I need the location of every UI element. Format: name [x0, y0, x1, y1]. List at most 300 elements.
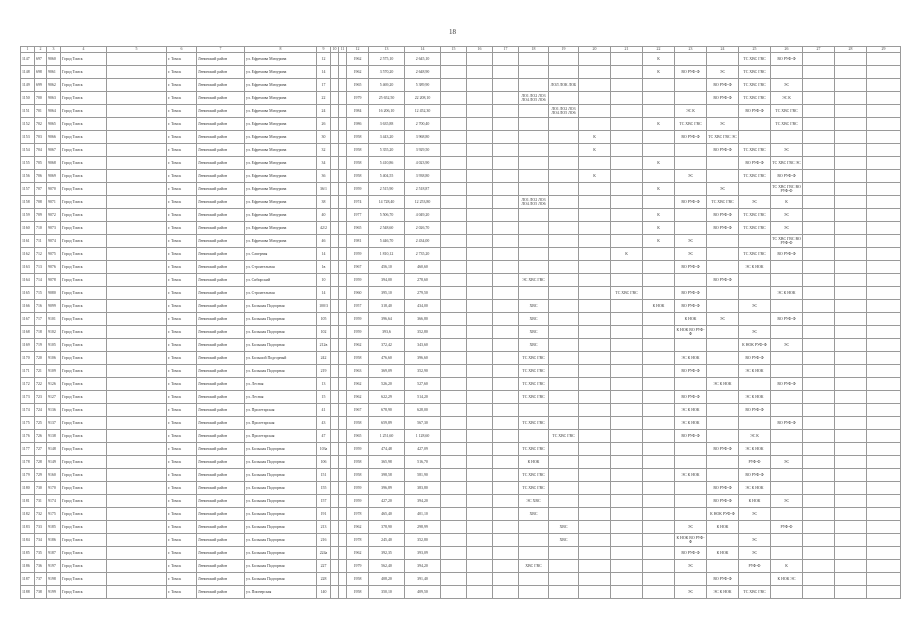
table-cell: [331, 339, 339, 352]
table-cell: 562,40: [369, 560, 405, 573]
table-cell: 17: [317, 79, 331, 92]
table-cell: 1958: [347, 157, 369, 170]
table-cell: [467, 534, 493, 547]
table-cell: 398,58: [369, 469, 405, 482]
table-cell: [107, 313, 167, 326]
table-cell: [771, 404, 803, 417]
table-cell: [867, 287, 901, 300]
table-cell: [441, 469, 467, 482]
table-cell: [493, 404, 519, 417]
table-cell: [519, 261, 549, 274]
table-cell: [493, 456, 519, 469]
table-cell: [867, 378, 901, 391]
table-cell: Город Томск: [61, 456, 107, 469]
table-cell: 22 208,10: [405, 92, 441, 105]
table-cell: ЭС: [771, 222, 803, 235]
table-cell: 12 452,30: [405, 105, 441, 118]
table-cell: 460,60: [405, 261, 441, 274]
table-cell: [467, 404, 493, 417]
table-cell: г. Томск: [167, 209, 197, 222]
table-cell: 391,40: [405, 573, 441, 586]
table-cell: 724: [35, 404, 47, 417]
table-cell: Ленинский район: [197, 79, 245, 92]
table-cell: г. Томск: [167, 352, 197, 365]
table-cell: 9070: [47, 183, 61, 196]
table-cell: ВО РУФ-Ф: [739, 157, 771, 170]
table-cell: [441, 144, 467, 157]
table-cell: 717: [35, 313, 47, 326]
table-cell: [467, 183, 493, 196]
table-cell: 476,60: [369, 352, 405, 365]
table-cell: [643, 365, 675, 378]
table-cell: Город Томск: [61, 352, 107, 365]
table-cell: [707, 339, 739, 352]
table-cell: 1974: [347, 196, 369, 209]
table-cell: [579, 209, 611, 222]
table-cell: [331, 300, 339, 313]
table-cell: [441, 547, 467, 560]
table-cell: 1155: [21, 157, 35, 170]
table-cell: 721: [35, 365, 47, 378]
table-cell: [107, 66, 167, 79]
table-cell: [867, 469, 901, 482]
table-cell: 38: [317, 196, 331, 209]
table-cell: [519, 170, 549, 183]
table-cell: 352,80: [405, 534, 441, 547]
table-cell: [739, 274, 771, 287]
table-cell: ЭС: [739, 547, 771, 560]
table-cell: [519, 105, 549, 118]
table-row: [21, 248, 901, 261]
table-cell: [467, 326, 493, 339]
table-cell: 1154: [21, 144, 35, 157]
table-cell: 396,60: [405, 352, 441, 365]
table-cell: [867, 586, 901, 599]
table-cell: [467, 573, 493, 586]
table-cell: ТС ХВС ГВС ВО РУФ-Ф: [771, 183, 803, 196]
table-cell: Город Томск: [61, 469, 107, 482]
table-cell: [867, 144, 901, 157]
table-cell: 9187: [47, 547, 61, 560]
table-cell: ЭС К НОК: [675, 417, 707, 430]
table-cell: Город Томск: [61, 560, 107, 573]
table-cell: [549, 274, 579, 287]
table-cell: [867, 118, 901, 131]
table-cell: 5 410,86: [369, 157, 405, 170]
table-cell: 352,90: [405, 365, 441, 378]
table-cell: ЭС ХВС: [519, 495, 549, 508]
table-cell: 224а: [317, 547, 331, 560]
table-cell: [867, 430, 901, 443]
table-cell: [643, 534, 675, 547]
table-cell: [331, 469, 339, 482]
table-cell: ЭС: [707, 118, 739, 131]
table-cell: 5 404,55: [369, 170, 405, 183]
table-cell: Город Томск: [61, 222, 107, 235]
table-cell: г. Томск: [167, 170, 197, 183]
table-cell: [493, 144, 519, 157]
table-cell: 728: [35, 456, 47, 469]
table-cell: [107, 300, 167, 313]
table-cell: [835, 170, 867, 183]
table-cell: 9148: [47, 443, 61, 456]
table-cell: [549, 313, 579, 326]
column-number: 23: [675, 47, 707, 53]
table-cell: 1959: [347, 248, 369, 261]
table-cell: 12: [317, 53, 331, 66]
table-cell: [493, 417, 519, 430]
table-cell: Ленинский район: [197, 417, 245, 430]
table-cell: 2 434,00: [405, 235, 441, 248]
table-cell: 1959: [347, 183, 369, 196]
table-cell: [643, 248, 675, 261]
table-cell: [579, 313, 611, 326]
table-cell: г. Томск: [167, 326, 197, 339]
table-cell: ЭС: [739, 300, 771, 313]
table-cell: ул. Сибирский: [245, 274, 317, 287]
table-cell: ХВС: [519, 326, 549, 339]
table-cell: 1962: [347, 339, 369, 352]
table-cell: 734: [35, 534, 47, 547]
table-cell: [107, 521, 167, 534]
table-cell: 1в: [317, 261, 331, 274]
table-cell: [707, 391, 739, 404]
column-number: 11: [339, 47, 347, 53]
table-cell: [331, 352, 339, 365]
table-cell: [611, 586, 643, 599]
column-number: 17: [493, 47, 519, 53]
table-cell: ул. Ефремова Мичурина: [245, 183, 317, 196]
table-cell: 1161: [21, 235, 35, 248]
table-cell: К НОК: [643, 300, 675, 313]
table-cell: 456,10: [369, 261, 405, 274]
table-cell: [467, 261, 493, 274]
table-cell: Город Томск: [61, 365, 107, 378]
table-cell: 40: [317, 209, 331, 222]
table-cell: ТС ХВС ГВС: [739, 222, 771, 235]
table-cell: [441, 183, 467, 196]
table-cell: [579, 66, 611, 79]
table-cell: [675, 495, 707, 508]
table-cell: [867, 66, 901, 79]
table-cell: [867, 131, 901, 144]
table-cell: [803, 521, 835, 534]
table-cell: 1957: [347, 300, 369, 313]
table-cell: 13: [317, 378, 331, 391]
table-cell: [107, 508, 167, 521]
table-cell: 737: [35, 573, 47, 586]
table-cell: [835, 560, 867, 573]
table-cell: ХВС: [519, 339, 549, 352]
table-cell: 365,98: [369, 456, 405, 469]
table-cell: 394,20: [405, 560, 441, 573]
table-cell: г. Томск: [167, 547, 197, 560]
table-cell: [549, 248, 579, 261]
table-cell: ВО РУФ-Ф: [771, 378, 803, 391]
table-cell: 731: [35, 495, 47, 508]
table-cell: [331, 534, 339, 547]
table-row: [21, 300, 901, 313]
table-cell: Ленинский район: [197, 53, 245, 66]
table-cell: [519, 586, 549, 599]
table-row: [21, 560, 901, 573]
table-cell: г. Томск: [167, 131, 197, 144]
table-row: [21, 404, 901, 417]
table-cell: [643, 274, 675, 287]
table-cell: 1959: [347, 326, 369, 339]
table-cell: [611, 131, 643, 144]
table-cell: [441, 560, 467, 573]
table-cell: [611, 313, 643, 326]
table-cell: ул. Лесная: [245, 391, 317, 404]
table-row: [21, 131, 901, 144]
table-cell: 1184: [21, 534, 35, 547]
table-cell: 30: [317, 131, 331, 144]
table-cell: 352,80: [405, 326, 441, 339]
table-cell: [643, 326, 675, 339]
table-cell: Город Томск: [61, 417, 107, 430]
table-cell: [519, 404, 549, 417]
table-cell: [835, 352, 867, 365]
table-cell: ЭС: [707, 183, 739, 196]
table-cell: [441, 157, 467, 170]
table-cell: [467, 313, 493, 326]
table-cell: [493, 313, 519, 326]
table-cell: [739, 235, 771, 248]
register-table: [20, 46, 901, 599]
table-cell: [107, 287, 167, 300]
table-cell: Город Томск: [61, 144, 107, 157]
table-cell: [549, 157, 579, 170]
table-cell: 213: [317, 521, 331, 534]
table-cell: [493, 521, 519, 534]
table-cell: Ленинский район: [197, 469, 245, 482]
table-cell: 394,20: [405, 495, 441, 508]
table-cell: ЭС: [675, 586, 707, 599]
table-cell: 278,60: [405, 274, 441, 287]
table-cell: 735: [35, 547, 47, 560]
table-cell: 726: [35, 430, 47, 443]
table-cell: [707, 248, 739, 261]
table-cell: [467, 378, 493, 391]
table-cell: ТС ХВС ГВС ЭС: [707, 131, 739, 144]
table-cell: Город Томск: [61, 378, 107, 391]
table-cell: [549, 365, 579, 378]
table-cell: [611, 521, 643, 534]
table-cell: 409,50: [405, 586, 441, 599]
table-cell: [467, 495, 493, 508]
table-row: [21, 521, 901, 534]
table-cell: Ленинский район: [197, 495, 245, 508]
table-cell: [611, 534, 643, 547]
table-cell: [643, 391, 675, 404]
table-cell: [803, 170, 835, 183]
table-cell: [803, 196, 835, 209]
table-cell: [835, 274, 867, 287]
table-cell: [467, 222, 493, 235]
table-cell: [643, 79, 675, 92]
table-cell: ВО РУФ-Ф: [675, 430, 707, 443]
table-cell: [579, 274, 611, 287]
table-cell: [467, 235, 493, 248]
table-cell: [835, 248, 867, 261]
table-cell: 279,50: [405, 287, 441, 300]
table-cell: ТС ХВС ГВС: [675, 118, 707, 131]
table-cell: [835, 339, 867, 352]
table-cell: 1962: [347, 53, 369, 66]
table-cell: [579, 482, 611, 495]
table-cell: [611, 144, 643, 157]
table-cell: 2 648,90: [405, 66, 441, 79]
table-cell: [467, 417, 493, 430]
table-cell: Ленинский район: [197, 547, 245, 560]
table-cell: 9080: [47, 287, 61, 300]
table-cell: [867, 339, 901, 352]
table-cell: [441, 443, 467, 456]
table-cell: [339, 443, 347, 456]
column-number: 14: [405, 47, 441, 53]
table-cell: ул. Ефремова Мичурина: [245, 66, 317, 79]
table-cell: [611, 495, 643, 508]
column-number: 3: [47, 47, 61, 53]
table-cell: г. Томск: [167, 144, 197, 157]
table-cell: [339, 105, 347, 118]
table-cell: 1959: [347, 313, 369, 326]
table-row: [21, 326, 901, 339]
table-cell: 393,09: [405, 547, 441, 560]
table-cell: [835, 300, 867, 313]
table-cell: 3 635,88: [369, 118, 405, 131]
table-cell: Город Томск: [61, 183, 107, 196]
table-cell: [675, 378, 707, 391]
table-cell: [771, 391, 803, 404]
table-cell: [867, 157, 901, 170]
table-cell: [867, 222, 901, 235]
table-cell: 711: [35, 235, 47, 248]
table-cell: ул. Ефремова Мичурина: [245, 118, 317, 131]
table-cell: [643, 105, 675, 118]
table-cell: 730: [35, 482, 47, 495]
table-cell: [835, 469, 867, 482]
table-cell: 9071: [47, 196, 61, 209]
table-cell: 9062: [47, 79, 61, 92]
table-cell: [707, 53, 739, 66]
table-cell: Город Томск: [61, 209, 107, 222]
table-cell: ВО РУФ-Ф: [675, 547, 707, 560]
table-cell: ул. Ефремова Мичурина: [245, 131, 317, 144]
column-number: 13: [369, 47, 405, 53]
table-cell: ул. Большая Подгорная: [245, 456, 317, 469]
table-cell: 1958: [347, 131, 369, 144]
table-cell: Город Томск: [61, 495, 107, 508]
table-cell: [675, 209, 707, 222]
table-cell: 392,35: [369, 547, 405, 560]
table-cell: [803, 326, 835, 339]
table-cell: Ленинский район: [197, 222, 245, 235]
table-cell: [549, 339, 579, 352]
table-row: [21, 365, 901, 378]
table-cell: [107, 547, 167, 560]
table-cell: К: [643, 66, 675, 79]
table-cell: 42/2: [317, 222, 331, 235]
table-cell: [739, 417, 771, 430]
table-cell: [549, 443, 579, 456]
table-cell: [611, 300, 643, 313]
table-cell: 14: [317, 66, 331, 79]
table-cell: Город Томск: [61, 118, 107, 131]
table-cell: [803, 248, 835, 261]
table-cell: [519, 79, 549, 92]
table-cell: 36/1: [317, 183, 331, 196]
table-cell: 2 518,87: [405, 183, 441, 196]
table-cell: [803, 105, 835, 118]
table-cell: ЭС К НОК: [707, 586, 739, 599]
table-cell: [467, 586, 493, 599]
table-cell: ТС ХВС ГВС: [611, 287, 643, 300]
table-cell: [441, 287, 467, 300]
table-cell: [771, 508, 803, 521]
table-cell: [675, 274, 707, 287]
table-row: [21, 573, 901, 586]
table-cell: [643, 547, 675, 560]
table-cell: РУФ-Ф: [739, 456, 771, 469]
table-cell: Город Томск: [61, 300, 107, 313]
table-cell: [579, 326, 611, 339]
table-cell: [803, 482, 835, 495]
table-cell: 1958: [347, 417, 369, 430]
table-cell: 212в: [317, 339, 331, 352]
table-cell: [867, 534, 901, 547]
table-cell: [835, 573, 867, 586]
table-body: [21, 53, 901, 599]
table-cell: [835, 261, 867, 274]
table-cell: Ленинский район: [197, 131, 245, 144]
table-cell: [467, 92, 493, 105]
table-cell: [549, 495, 579, 508]
table-cell: 712: [35, 248, 47, 261]
table-cell: [803, 443, 835, 456]
table-cell: ул. Большая Подгорная: [245, 443, 317, 456]
table-cell: 1 251,60: [369, 430, 405, 443]
table-cell: [493, 274, 519, 287]
table-cell: 15: [317, 391, 331, 404]
table-cell: [579, 105, 611, 118]
table-cell: [643, 144, 675, 157]
table-cell: 378,90: [369, 521, 405, 534]
table-cell: [579, 521, 611, 534]
table-cell: [835, 105, 867, 118]
table-cell: 3 938,80: [405, 170, 441, 183]
table-cell: [339, 534, 347, 547]
table-cell: 1958: [347, 469, 369, 482]
table-cell: [467, 560, 493, 573]
table-cell: [611, 118, 643, 131]
table-cell: Город Томск: [61, 261, 107, 274]
table-cell: 1153: [21, 131, 35, 144]
table-cell: [331, 235, 339, 248]
table-cell: ЭС: [771, 456, 803, 469]
table-cell: ТС ХВС ГВС: [519, 482, 549, 495]
column-number: 12: [347, 47, 369, 53]
table-cell: [611, 365, 643, 378]
column-number: 10: [331, 47, 339, 53]
table-cell: [739, 287, 771, 300]
table-cell: 102: [317, 326, 331, 339]
column-number: 20: [579, 47, 611, 53]
table-cell: Город Томск: [61, 586, 107, 599]
table-cell: [739, 183, 771, 196]
table-cell: ул. Лесная: [245, 378, 317, 391]
